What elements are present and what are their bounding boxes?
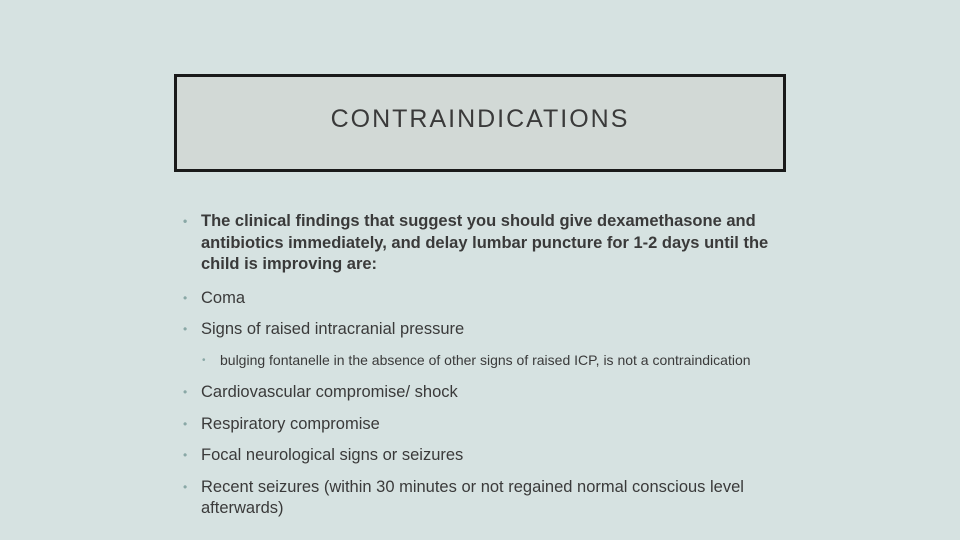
slide-title: CONTRAINDICATIONS	[330, 104, 630, 133]
list-item-focal	[183, 445, 793, 467]
bullet-icon: •	[183, 479, 188, 494]
list-item-respiratory	[183, 414, 793, 436]
list-item-text: Respiratory compromise	[201, 414, 380, 433]
bullet-icon: •	[183, 290, 188, 305]
list-item-text: Signs of raised intracranial pressure	[201, 320, 465, 338]
title-box	[174, 74, 786, 172]
list-item-text: The clinical findings that suggest you should give dexamethasone and antibiotics immediately, and delay lumbar puncture for 1-2 days until the child is improving are:	[201, 212, 769, 273]
bullet-icon: •	[183, 448, 188, 462]
list-item-intro	[183, 211, 793, 276]
bullet-list	[183, 211, 793, 530]
list-item-cardiovascular	[183, 382, 793, 404]
list-subitem-fontanelle	[202, 351, 793, 371]
bullet-icon: •	[183, 416, 188, 431]
list-item-text: Coma	[201, 288, 246, 307]
bullet-icon: •	[183, 385, 188, 399]
list-item-icp	[183, 319, 793, 341]
bullet-icon: •	[183, 322, 188, 336]
bullet-icon: •	[202, 354, 206, 366]
list-item-recent-seizures	[183, 477, 793, 520]
list-item-text: Cardiovascular compromise/ shock	[201, 383, 458, 401]
list-item-text: Focal neurological signs or seizures	[201, 446, 464, 464]
list-item-text: bulging fontanelle in the absence of other signs of raised ICP, is not a contraindication	[220, 351, 751, 368]
list-item-text: Recent seizures (within 30 minutes or not regained normal conscious level afterwards)	[201, 477, 744, 517]
bullet-icon: •	[183, 214, 188, 228]
list-item-coma	[183, 288, 793, 310]
